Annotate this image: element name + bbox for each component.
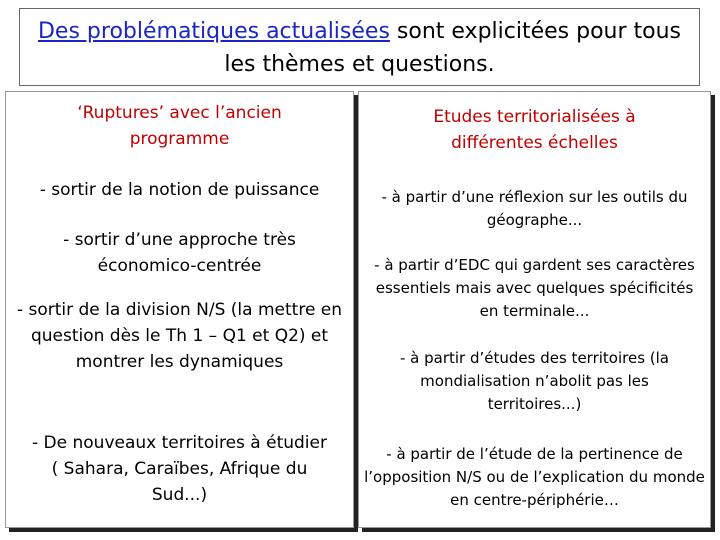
left-column-heading: ‘Ruptures’ avec l’ancien programme xyxy=(77,103,282,149)
left-item-4: - De nouveaux territoires à étudier ( Sahara, Caraïbes, Afrique du Sud...) xyxy=(32,433,327,505)
right-item-4: - à partir de l’étude de la pertinence de l’opposition N/S ou de l’explication du monde en centre-périphérie… xyxy=(364,445,705,509)
right-column-box xyxy=(358,91,711,528)
right-item-2: - à partir d’EDC qui gardent ses caractères essentiels mais avec quelques spécificités en terminale... xyxy=(374,256,695,320)
slide-title xyxy=(19,8,700,86)
left-column-box xyxy=(5,91,354,528)
right-column-heading: Etudes territorialisées à différentes échelles xyxy=(433,107,636,153)
title-underlined-phrase[interactable]: Des problématiques actualisées xyxy=(37,19,390,44)
title-rest: sont explicitées pour tous les thèmes et questions. xyxy=(224,19,682,77)
left-item-3: - sortir de la division N/S (la mettre en question dès le Th 1 – Q1 et Q2) et montrer les dynamiques xyxy=(16,300,343,372)
left-item-2: - sortir d’une approche très économico-centrée xyxy=(63,230,296,276)
right-item-1: - à partir d’une réflexion sur les outils du géographe... xyxy=(381,188,688,229)
right-item-3: - à partir d’études des territoires (la mondialisation n’abolit pas les territoires...) xyxy=(399,349,669,413)
left-item-1: - sortir de la notion de puissance xyxy=(39,180,320,200)
